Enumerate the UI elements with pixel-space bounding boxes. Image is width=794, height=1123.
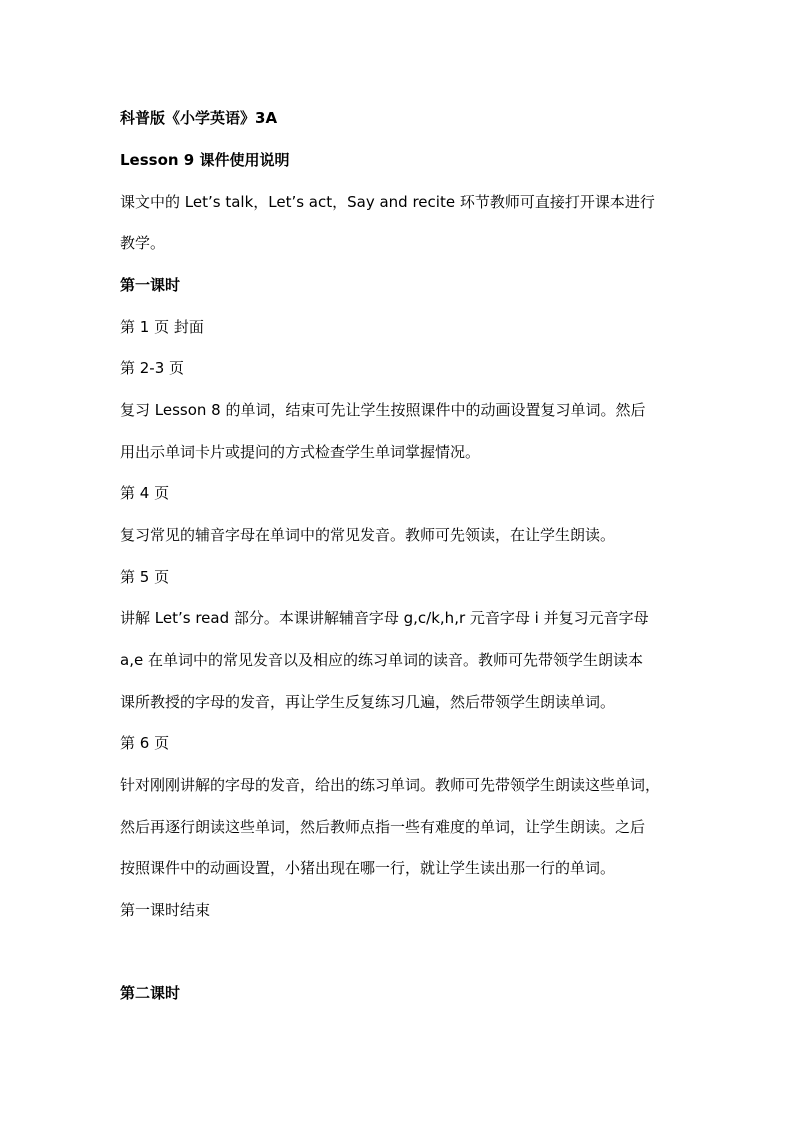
page-2-3-label: 第 2-3 页 — [120, 359, 185, 377]
page-6-text-line-1: 针对刚刚讲解的字母的发音，给出的练习单词。教师可先带领学生朗读这些单词， — [120, 776, 661, 794]
period-1-end: 第一课时结束 — [120, 901, 211, 919]
page-5-text-line-3: 课所教授的字母的发音，再让学生反复练习几遍，然后带领学生朗读单词。 — [120, 693, 616, 711]
page-1-label: 第 1 页 封面 — [120, 318, 204, 336]
page-4-text-line-1: 复习常见的辅音字母在单词中的常见发音。教师可先领读，在让学生朗读。 — [120, 526, 616, 544]
document-title: 科普版《小学英语》3A — [120, 109, 278, 127]
page-6-text-line-2: 然后再逐行朗读这些单词，然后教师点指一些有难度的单词，让学生朗读。之后 — [120, 818, 646, 836]
intro-line-2: 教学。 — [120, 234, 166, 252]
page-6-text-line-3: 按照课件中的动画设置，小猪出现在哪一行，就让学生读出那一行的单词。 — [120, 859, 616, 877]
page-2-3-text-line-1: 复习 Lesson 8 的单词，结束可先让学生按照课件中的动画设置复习单词。然后 — [120, 401, 646, 419]
page-4-label: 第 4 页 — [120, 484, 170, 502]
intro-line-1: 课文中的 Let’s talk，Let’s act，Say and recite 环节教师可直接打开课本进行 — [120, 193, 655, 211]
page-5-text-line-2: a,e 在单词中的常见发音以及相应的练习单词的读音。教师可先带领学生朗读本 — [120, 651, 643, 669]
page-5-text-line-1: 讲解 Let’s read 部分。本课讲解辅音字母 g,c/k,h,r 元音字母 i 并复习元音字母 — [120, 609, 649, 627]
period-1-heading: 第一课时 — [120, 276, 181, 294]
page-6-label: 第 6 页 — [120, 734, 170, 752]
page-5-label: 第 5 页 — [120, 568, 170, 586]
page-2-3-text-line-2: 用出示单词卡片或提问的方式检查学生单词掌握情况。 — [120, 443, 481, 461]
document-subtitle: Lesson 9 课件使用说明 — [120, 151, 290, 169]
period-2-heading: 第二课时 — [120, 984, 181, 1002]
